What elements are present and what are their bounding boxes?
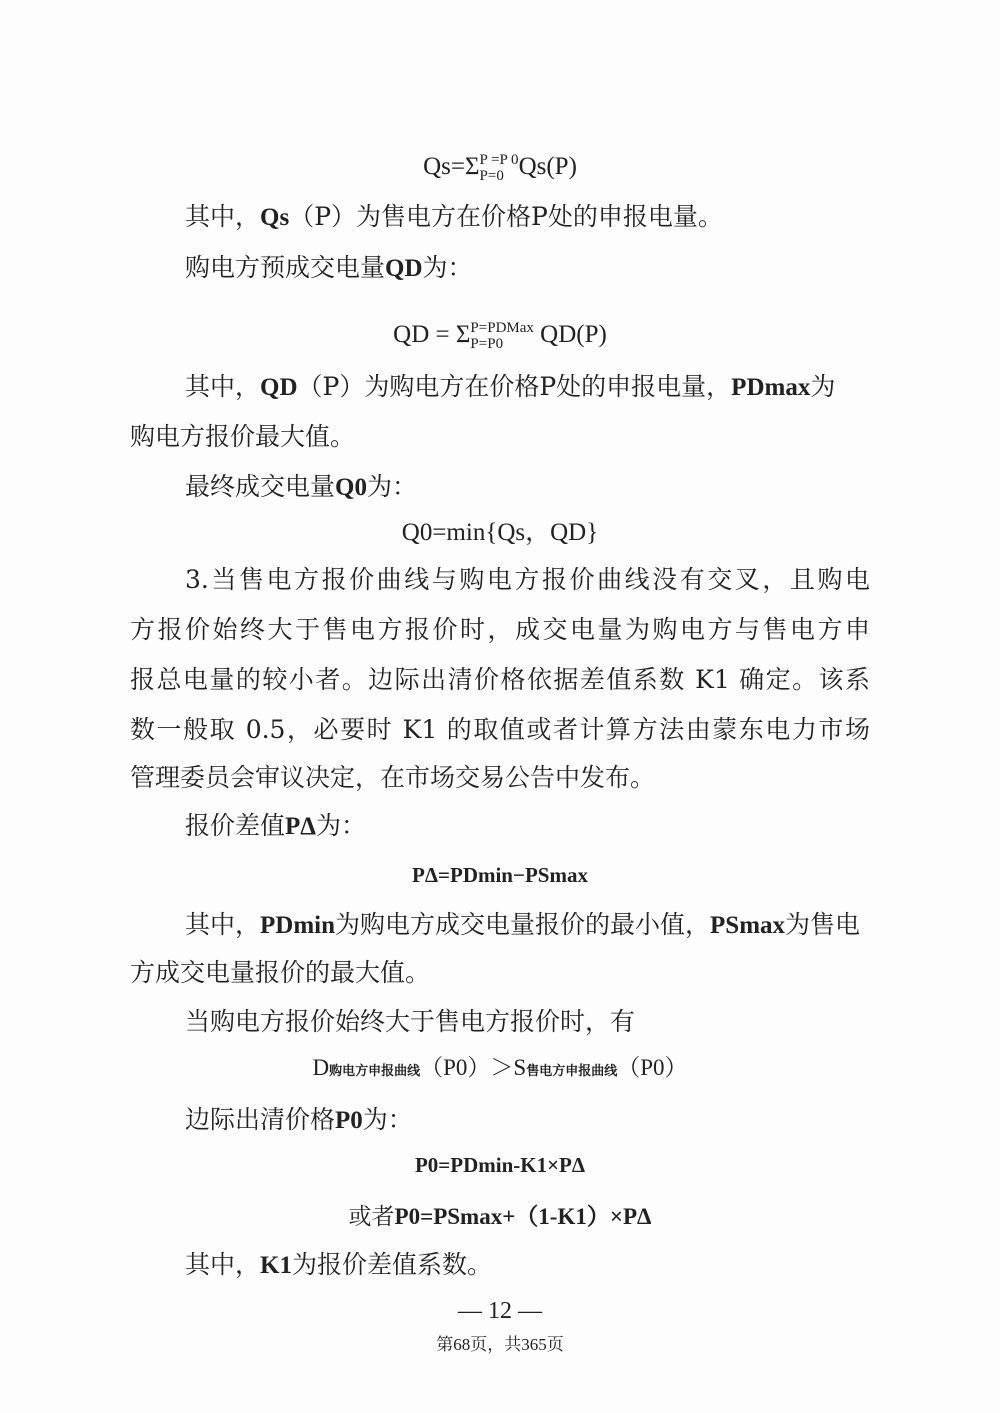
text-line: 其中，QD（P）为购电方在价格P处的申报电量，PDmax为 xyxy=(185,372,836,401)
page-count: 第68页，共365页 xyxy=(436,1335,564,1354)
text-line: 边际出清价格P0为： xyxy=(185,1105,413,1134)
formula-p-delta: PΔ=PDmin−PSmax xyxy=(412,863,588,887)
text-line: 管理委员会审议决定，在市场交易公告中发布。 xyxy=(130,763,656,792)
page-number: — 12 — xyxy=(458,1298,542,1324)
text-line: 数一般取 0.5，必要时 K1 的取值或者计算方法由蒙东电力市场 xyxy=(130,715,870,744)
text-line: 其中，K1为报价差值系数。 xyxy=(185,1250,492,1279)
text-line: 当购电方报价始终大于售电方报价时，有 xyxy=(185,1007,636,1036)
formula-p0-1: P0=PDmin-K1×PΔ xyxy=(414,1153,586,1177)
formula-curves: D购电方申报曲线（P0）＞S售电方申报曲线（P0） xyxy=(312,1055,688,1080)
text-line: 方报价始终大于售电方报价时，成交电量为购电方与售电方申 xyxy=(130,615,870,644)
text-line: 3.当售电方报价曲线与购电方报价曲线没有交叉，且购电 xyxy=(185,565,870,594)
text-line: 其中，PDmin为购电方成交电量报价的最小值，PSmax为售电 xyxy=(185,910,861,939)
text-line: 报价差值PΔ为： xyxy=(185,811,366,840)
text-line: 购电方预成交电量QD为： xyxy=(185,253,473,282)
formula-p0-2: 或者P0=PSmax+（1-K1）×PΔ xyxy=(348,1204,652,1229)
formula-qs: Qs=ΣP =P 0 P=0 Qs(P) xyxy=(423,152,577,185)
text-line: 最终成交电量Q0为： xyxy=(185,472,417,501)
text-line: 其中，Qs（P）为售电方在价格P处的申报电量。 xyxy=(185,202,723,231)
text-line: 方成交电量报价的最大值。 xyxy=(130,958,431,987)
text-line: 购电方报价最大值。 xyxy=(130,422,356,451)
formula-qd: QD = ΣP=PDMax P=P0 QD(P) xyxy=(393,320,607,353)
formula-q0: Q0=min{Qs，QD} xyxy=(401,519,599,546)
text-line: 报总电量的较小者。边际出清价格依据差值系数 K1 确定。该系 xyxy=(130,665,870,694)
